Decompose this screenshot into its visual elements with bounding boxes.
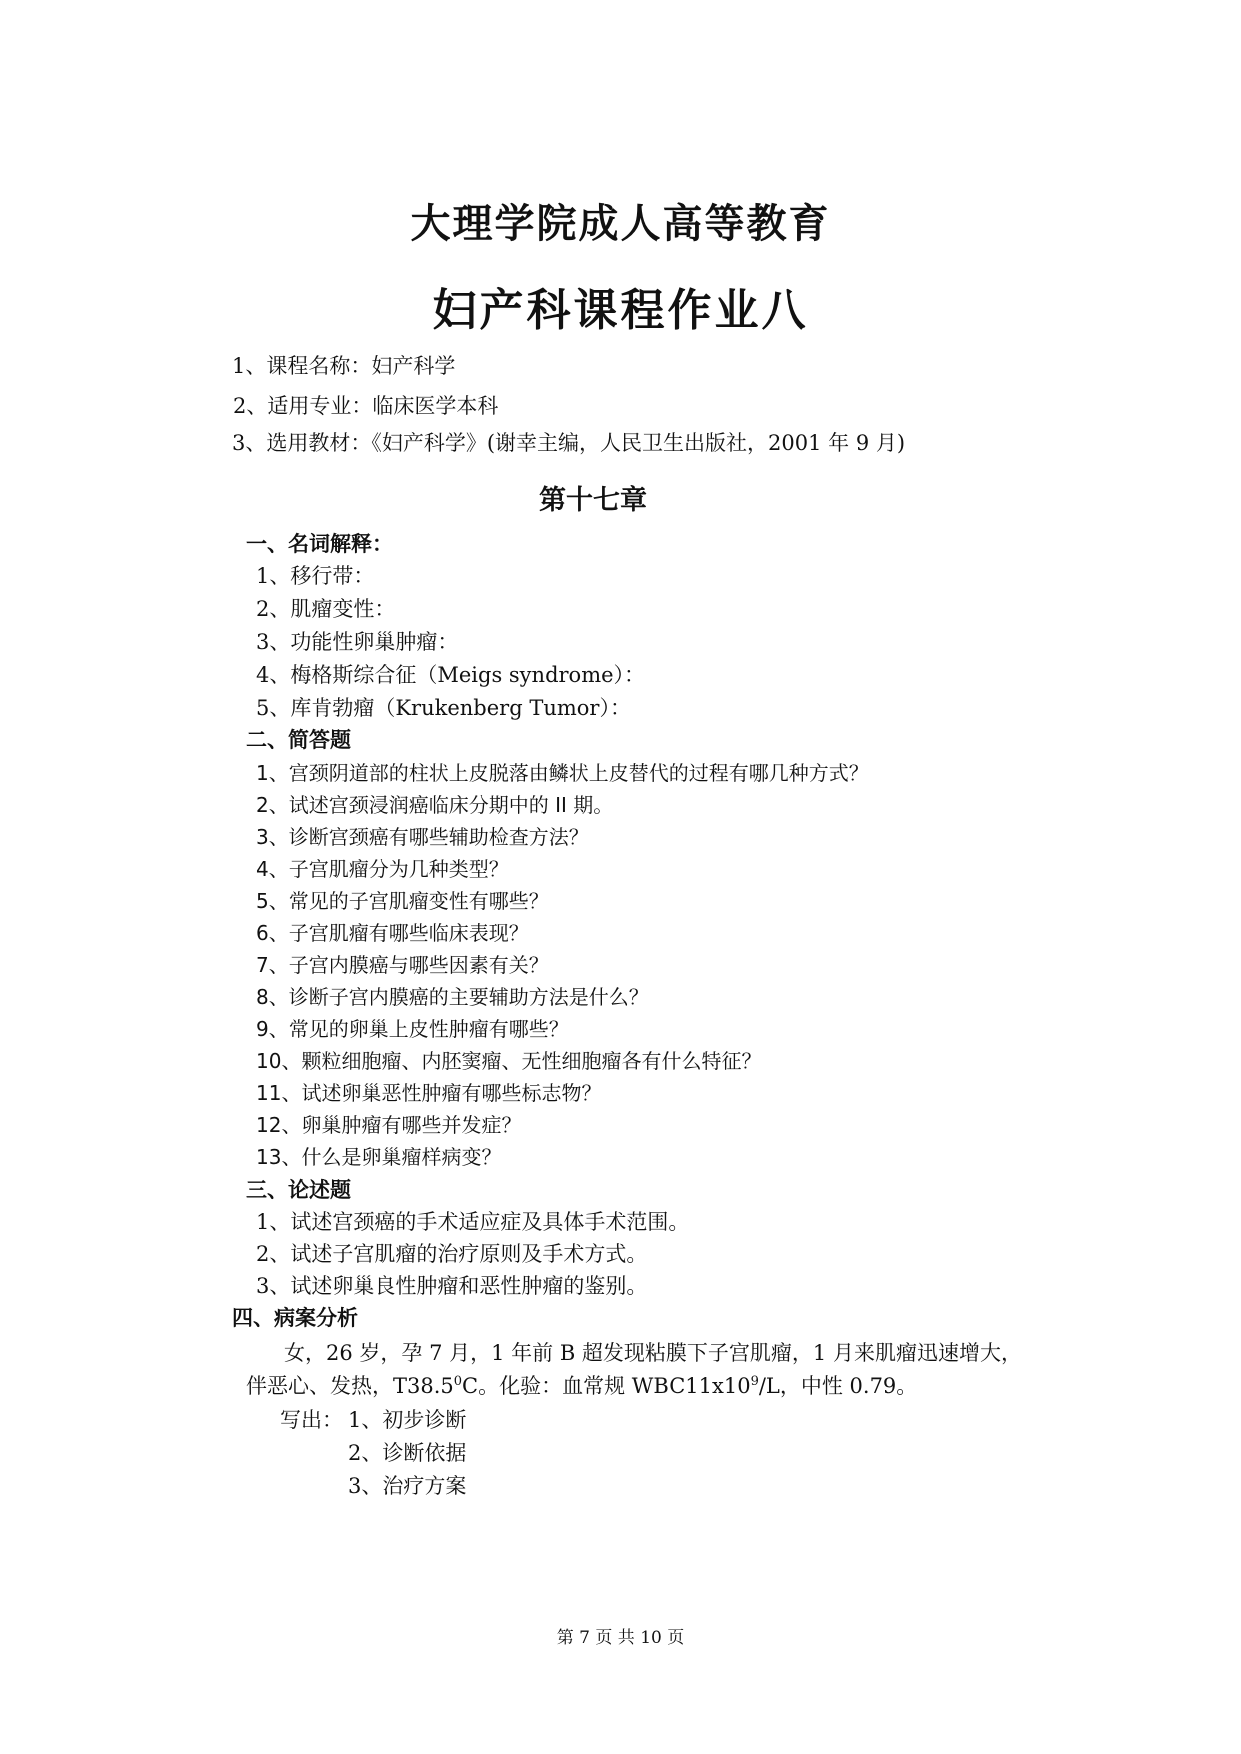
list-item: 9、常见的卵巢上皮性肿瘤有哪些？: [256, 1017, 569, 1041]
document-subtitle: 妇产科课程作业八: [432, 285, 809, 336]
case-task-item: 2、诊断依据: [348, 1441, 467, 1465]
list-item: 11、试述卵巢恶性肿瘤有哪些标志物？: [256, 1081, 602, 1105]
case-text-line-1: 女，26 岁，孕 7 月，1 年前 B 超发现粘膜下子宫肌瘤，1 月来肌瘤迅速增大，: [284, 1341, 1022, 1365]
list-item: 5、常见的子宫肌瘤变性有哪些？: [256, 889, 549, 913]
list-item: 1、宫颈阴道部的柱状上皮脱落由鳞状上皮替代的过程有哪几种方式？: [256, 761, 869, 785]
list-item: 2、试述宫颈浸润癌临床分期中的 II 期。: [256, 793, 614, 817]
list-item: 8、诊断子宫内膜癌的主要辅助方法是什么？: [256, 985, 649, 1009]
list-item: 1、移行带：: [256, 564, 375, 588]
list-item: 13、什么是卵巢瘤样病变？: [256, 1145, 502, 1169]
list-item: 3、试述卵巢良性肿瘤和恶性肿瘤的鉴别。: [256, 1274, 648, 1298]
section-short-heading: 二、简答题: [246, 728, 351, 752]
list-item: 12、卵巢肿瘤有哪些并发症？: [256, 1113, 522, 1137]
list-item: 6、子宫肌瘤有哪些临床表现？: [256, 921, 529, 945]
chapter-heading: 第十七章: [539, 485, 647, 516]
list-item: 3、功能性卵巢肿瘤：: [256, 630, 459, 654]
info-major: 2、适用专业：临床医学本科: [233, 394, 499, 418]
list-item: 7、子宫内膜癌与哪些因素有关？: [256, 953, 549, 977]
case-task-item: 3、治疗方案: [348, 1474, 467, 1498]
list-item: 4、梅格斯综合征（Meigs syndrome）：: [256, 663, 646, 687]
page-footer: 第 7 页 共 10 页: [556, 1628, 685, 1648]
list-item: 3、诊断宫颈癌有哪些辅助检查方法？: [256, 825, 589, 849]
info-course-name: 1、课程名称：妇产科学: [232, 354, 456, 378]
list-item: 2、肌瘤变性：: [256, 597, 396, 621]
document-title: 大理学院成人高等教育: [410, 201, 831, 247]
case-write-label: 写出：: [280, 1408, 343, 1432]
case-text-line-2: 伴恶心、发热，T38.5$^0$C。化验：血常规 $WBC11x10^9/L$，中性 0.79。: [246, 1374, 918, 1398]
list-item: 1、试述宫颈癌的手术适应症及具体手术范围。: [256, 1210, 690, 1234]
section-terms-heading: 一、名词解释：: [246, 532, 393, 556]
info-textbook: 3、选用教材：《妇产科学》(谢幸主编，人民卫生出版社，2001 年 9 月): [232, 431, 906, 455]
list-item: 5、库肯勃瘤（Krukenberg Tumor）：: [256, 696, 631, 720]
list-item: 2、试述子宫肌瘤的治疗原则及手术方式。: [256, 1242, 648, 1266]
section-case-heading: 四、病案分析: [232, 1306, 358, 1330]
section-essay-heading: 三、论述题: [246, 1178, 351, 1202]
list-item: 4、子宫肌瘤分为几种类型？: [256, 857, 509, 881]
case-task-item: 1、初步诊断: [348, 1408, 467, 1432]
list-item: 10、颗粒细胞瘤、内胚窦瘤、无性细胞瘤各有什么特征？: [256, 1049, 762, 1073]
